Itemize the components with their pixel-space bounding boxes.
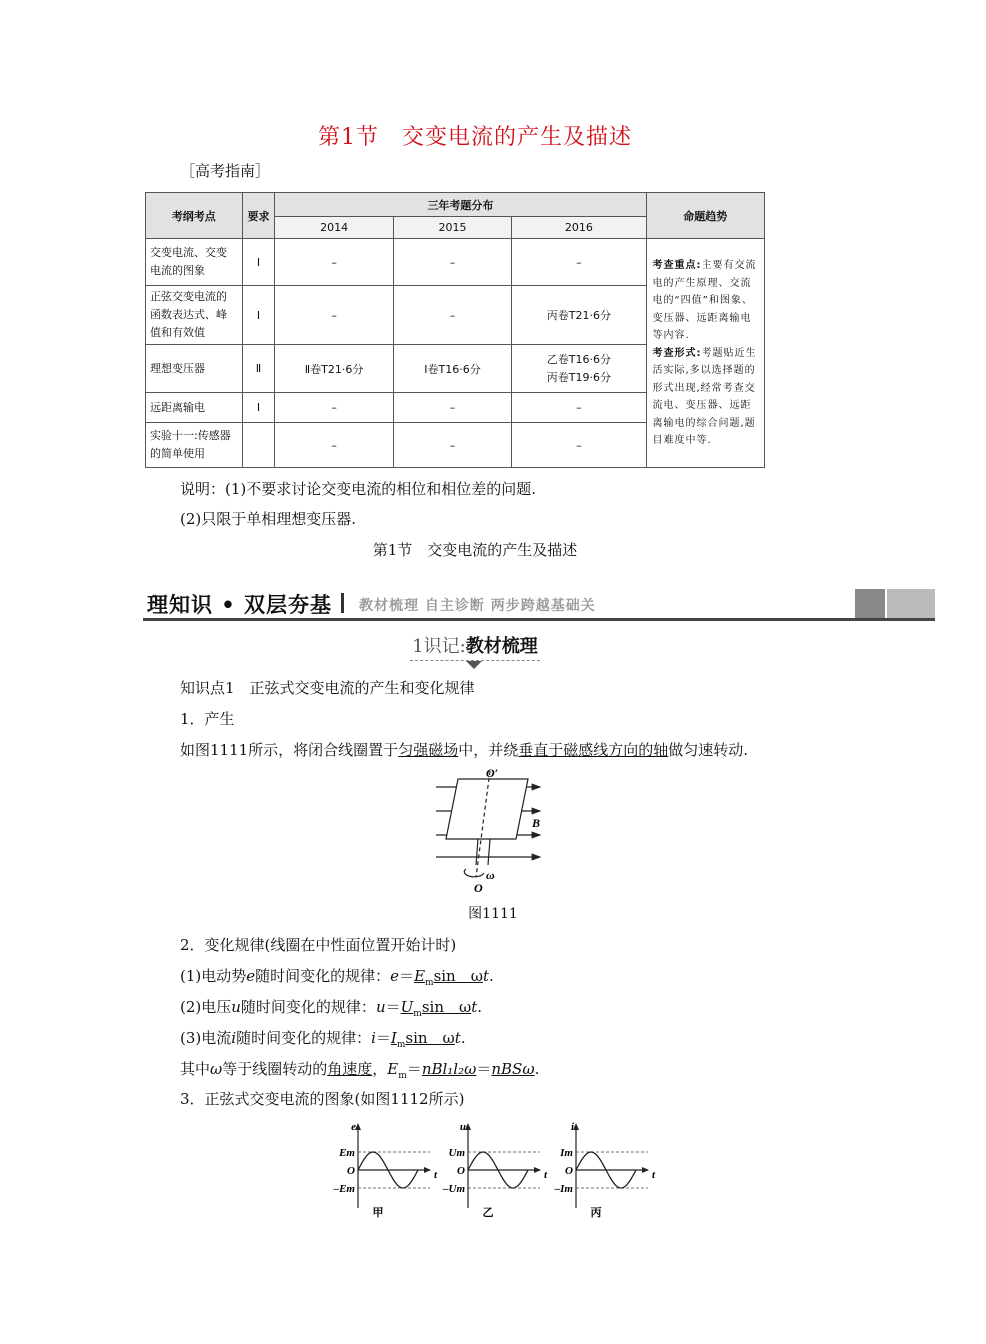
section-1-heading: 1．产生 <box>180 710 235 728</box>
row-topic: 实验十一:传感器的简单使用 <box>146 423 243 468</box>
trend-focus-text: 主要有交流电的产生原理、交流电的“四值”和图象、变压器、远距离输电等内容. <box>652 260 757 341</box>
var: E <box>414 967 426 985</box>
triangle-marker <box>466 661 482 669</box>
label-b: B <box>532 816 541 830</box>
y-axis-label: i <box>570 1121 574 1133</box>
row-2014: – <box>275 239 393 286</box>
row-topic: 正弦交变电流的函数表达式、峰值和有效值 <box>146 286 243 345</box>
row-2016: – <box>512 423 646 468</box>
var: I <box>390 1029 397 1047</box>
row-req: Ⅰ <box>242 286 275 345</box>
y-axis-label: u <box>459 1121 466 1133</box>
row-req: Ⅰ <box>242 239 275 286</box>
row-topic: 远距离输电 <box>146 393 243 423</box>
recog-prefix: 1识记: <box>412 636 466 657</box>
text-part: 随时间变化的规律： <box>255 967 391 985</box>
var: U <box>400 998 414 1016</box>
var: e <box>390 967 400 985</box>
row-2014: – <box>275 423 393 468</box>
row-req: Ⅰ <box>242 393 275 423</box>
x-axis-arrow <box>424 1167 431 1173</box>
row-2015: Ⅰ卷T16·6分 <box>393 345 511 393</box>
figure-caption: 图1111 <box>468 906 518 922</box>
text-part: ＝ <box>399 967 415 985</box>
current-law <box>180 1027 466 1050</box>
note-2: (2)只限于单相理想变压器. <box>180 510 357 528</box>
text-part: ＝ <box>406 1060 422 1078</box>
var: E <box>387 1060 399 1078</box>
label-o: O <box>474 881 483 895</box>
underlined-term: nBSω <box>491 1060 535 1078</box>
underlined-term: 匀强磁场 <box>398 741 459 759</box>
underlined-term: 角速度 <box>327 1060 373 1078</box>
banner-title: 理知识 • 双层夯基 <box>147 593 333 617</box>
year-2014: 2014 <box>275 217 393 239</box>
waveform-graphs <box>330 1118 656 1228</box>
page-title: 第1节 交变电流的产生及描述 <box>318 125 632 150</box>
text-part: . <box>460 1029 466 1047</box>
row-2016: – <box>512 239 646 286</box>
banner-subtitle: 教材梳理 自主诊断 两步跨越基础关 <box>359 598 596 614</box>
text-part: sin ω <box>421 998 472 1016</box>
knowledge-point-1: 知识点1 正弦式交变电流的产生和变化规律 <box>180 679 475 697</box>
voltage-law <box>180 996 482 1019</box>
text-part: (1)电动势 <box>180 967 247 985</box>
subscript: m <box>413 1009 422 1019</box>
var: u <box>375 998 386 1016</box>
text-part: 中，并绕 <box>458 741 519 759</box>
x-axis-arrow <box>534 1167 541 1173</box>
subscript: m <box>398 1071 407 1081</box>
trend-form-text: 考题贴近生活实际,多以选择题的形式出现,经常考查交流电、变压器、远距离输电的综合问题,题目难度中等. <box>652 347 757 446</box>
trend-form-label: 考查形式: <box>652 347 702 359</box>
row-2015: – <box>393 286 511 345</box>
row-2014: – <box>275 286 393 345</box>
banner-rule <box>143 618 935 621</box>
row-2015: – <box>393 423 511 468</box>
var: t <box>454 1029 461 1047</box>
header-topic: 考纲考点 <box>146 193 243 239</box>
y-axis-label: e <box>351 1121 356 1133</box>
row-topic: 交变电流、交变电流的图象 <box>146 239 243 286</box>
recog-heading <box>0 632 950 661</box>
text-part: 做匀速转动. <box>668 741 749 759</box>
row-2016: – <box>512 393 646 423</box>
label-omega: ω <box>486 868 495 882</box>
min-label: –Em <box>333 1183 355 1195</box>
min-label: –Im <box>554 1183 573 1195</box>
section-2-heading: 2．变化规律(线圈在中性面位置开始计时) <box>180 936 457 954</box>
row-2014: – <box>275 393 393 423</box>
coil-lead <box>488 839 490 865</box>
row-2016-b: 丙卷T19·6分 <box>546 370 611 384</box>
max-label: Um <box>448 1147 465 1159</box>
text-part: . <box>488 967 494 985</box>
year-2015: 2015 <box>393 217 511 239</box>
text-part: 随时间变化的规律： <box>240 998 376 1016</box>
row-2015: – <box>393 239 511 286</box>
label-o-prime: O′ <box>486 766 499 780</box>
graph-caption: 乙 <box>482 1206 494 1219</box>
text-part: sin ω <box>405 1029 455 1047</box>
var: i <box>371 1029 376 1047</box>
header-req: 要求 <box>242 193 275 239</box>
trend-focus-label: 考查重点: <box>652 260 702 271</box>
exam-table <box>145 192 765 468</box>
header-trend: 命题趋势 <box>646 193 765 239</box>
text-part: 等于线圈转动的 <box>222 1060 328 1078</box>
banner-block-light <box>887 589 935 618</box>
origin-label: O <box>565 1165 573 1177</box>
coil-figure <box>428 765 558 895</box>
origin-label: O <box>347 1165 355 1177</box>
subtitle: 第1节 交变电流的产生及描述 <box>372 541 578 559</box>
trend-cell <box>646 239 765 468</box>
note-1: 说明：(1)不要求讨论交变电流的相位和相位差的问题. <box>180 480 537 498</box>
emf-law <box>180 965 494 988</box>
max-label: Em <box>339 1147 355 1159</box>
underlined-term: nBl₁l₂ω <box>421 1060 477 1078</box>
origin-label: O <box>457 1165 465 1177</box>
text-part: 随时间变化的规律： <box>236 1029 372 1047</box>
graph-caption: 甲 <box>372 1206 384 1219</box>
coil-lead <box>476 839 478 865</box>
text-part: (3)电流 <box>180 1029 232 1047</box>
var: ω <box>210 1060 223 1078</box>
text-part: . <box>534 1060 540 1078</box>
min-label: –Um <box>443 1183 465 1195</box>
text-part: 其中 <box>180 1060 211 1078</box>
recog-label: 教材梳理 <box>465 636 538 657</box>
text-part: ＝ <box>375 1029 391 1047</box>
x-axis-arrow <box>642 1167 649 1173</box>
section-3-heading: 3．正弦式交变电流的图象(如图1112所示) <box>180 1090 465 1108</box>
row-2016-a: 乙卷T16·6分 <box>546 352 611 366</box>
row-2016 <box>512 345 646 393</box>
graph-caption: 丙 <box>590 1206 602 1219</box>
text-part: (2)电压 <box>180 998 232 1016</box>
underlined-term: 垂直于磁感线方向的轴 <box>518 741 669 759</box>
t-label: t <box>544 1169 548 1181</box>
header-distribution: 三年考题分布 <box>275 193 646 217</box>
row-topic: 理想变压器 <box>146 345 243 393</box>
rotation-arrow <box>464 869 484 877</box>
text-part: . <box>477 998 483 1016</box>
var: i <box>231 1029 237 1047</box>
guide-label: ［高考指南］ <box>180 162 271 180</box>
banner-block-dark <box>855 589 885 618</box>
table-row <box>146 239 765 286</box>
subscript: m <box>396 1040 406 1050</box>
coil <box>446 779 528 839</box>
text-part: ＝ <box>385 998 401 1016</box>
row-req <box>242 423 275 468</box>
text-part: ， <box>372 1060 388 1078</box>
t-label: t <box>652 1169 656 1181</box>
text-part: 如图1111所示，将闭合线圈置于 <box>180 741 399 759</box>
row-req: Ⅱ <box>242 345 275 393</box>
var: t <box>471 998 478 1016</box>
section-banner <box>143 589 935 621</box>
text-part: sin ω <box>433 967 483 985</box>
omega-definition <box>180 1058 539 1081</box>
max-label: Im <box>560 1147 573 1159</box>
var: u <box>231 998 241 1016</box>
var: e <box>246 967 256 985</box>
section-1-text <box>180 739 748 760</box>
row-2015: – <box>393 393 511 423</box>
banner-separator <box>341 593 344 613</box>
text-part: ＝ <box>476 1060 492 1078</box>
var: t <box>482 967 489 985</box>
year-2016: 2016 <box>512 217 646 239</box>
row-2014: Ⅱ卷T21·6分 <box>275 345 393 393</box>
subscript: m <box>425 978 434 988</box>
row-2016: 丙卷T21·6分 <box>512 286 646 345</box>
t-label: t <box>434 1169 438 1181</box>
